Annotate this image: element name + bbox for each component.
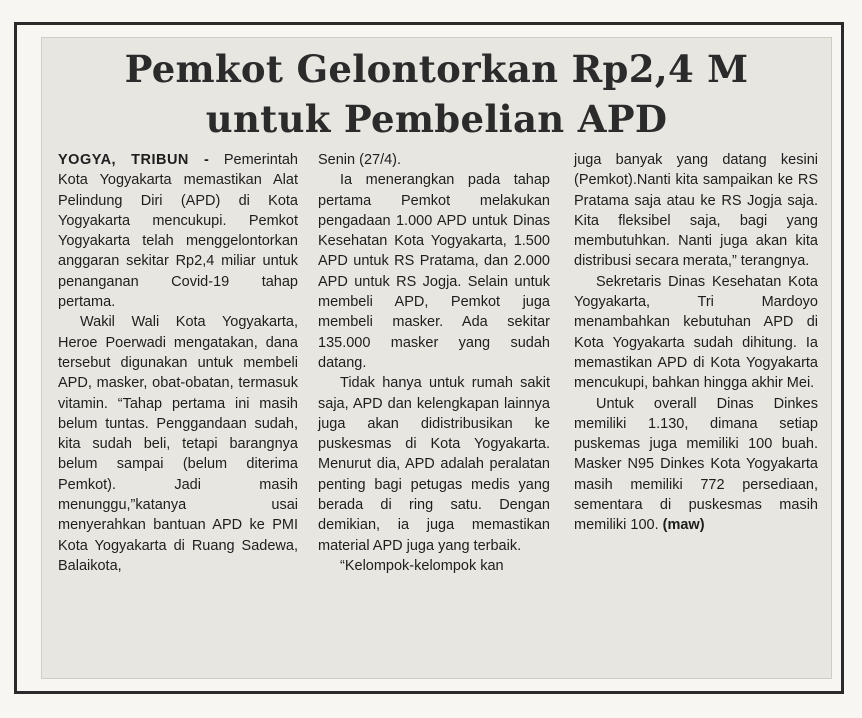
- article-column-3: [574, 150, 818, 536]
- article-paragraph: “Kelompok-kelompok kan: [340, 557, 504, 574]
- headline: [42, 44, 831, 144]
- closing-text: Untuk overall Dinas Dinkes memiliki 1.130, dimana setiap puskemas juga memiliki 100 buah. Masker N95 Dinkes Kota Yogyakarta masih memiliki 772 persediaan, sementara di puskesmas masih memiliki 100.: [574, 395, 818, 534]
- headline-line-1: Pemkot Gelontorkan Rp2,4 M: [124, 47, 749, 91]
- dateline: YOGYA, TRIBUN -: [58, 152, 210, 168]
- article-paragraph: Sekretaris Dinas Kesehatan Kota Yogyakarta, Tri Mardoyo menambahkan kebutuhan APD di Kota Yogyakarta sudah dihitung. Ia memastikan APD di Kota Yogyakarta mencukupi, bahkan hingga akhir Mei.: [574, 273, 818, 392]
- article-paragraph: Senin (27/4).: [318, 152, 402, 168]
- article-paragraph: Ia menerangkan pada tahap pertama Pemkot melakukan pengadaan 1.000 APD untuk Dinas Kesehatan Kota Yogyakarta, 1.500 APD untuk RS Pratama, dan 2.000 APD untuk RS Jogja. Selain untuk membeli APD, Pemkot juga membeli masker. Ada sekitar 135.000 masker yang sudah datang.: [318, 172, 550, 371]
- article-column-2: [318, 150, 550, 576]
- newspaper-clipping: [42, 38, 831, 678]
- article-paragraph: [58, 150, 298, 312]
- article-paragraph: [574, 394, 818, 536]
- article-paragraph: Tidak hanya untuk rumah sakit saja, APD dan kelengkapan lainnya juga akan didistribusikan ke puskesmas di Kota Yogyakarta. Menurut dia, APD adalah peralatan penting bagi petugas medis yang berada di ring satu. Dengan demikian, ia juga memastikan material APD juga yang terbaik.: [318, 375, 550, 554]
- lead-text: Pemerintah Kota Yogyakarta memastikan Alat Pelindung Diri (APD) di Kota Yogyakarta mencukupi. Pemkot Yogyakarta telah menggelontorkan anggaran sekitar Rp2,4 miliar untuk penanganan Covid-19 tahap pertama.: [58, 152, 298, 311]
- headline-line-2: untuk Pembelian APD: [205, 97, 668, 141]
- article-paragraph: Wakil Wali Kota Yogyakarta, Heroe Poerwadi mengatakan, dana tersebut digunakan untuk membeli APD, masker, obat-obatan, termasuk vitamin. “Tahap pertama ini masih belum tuntas. Penggandaan sudah, kita sudah beli, tetapi barangnya belum sampai (belum diterima Pemkot). Jadi masih menunggu,”katanya usai menyerahkan bantuan APD ke PMI Kota Yogyakarta di Ruang Sadewa, Balaikota,: [58, 314, 298, 574]
- author-signature: (maw): [662, 517, 705, 534]
- article-paragraph: juga banyak yang datang kesini (Pemkot).Nanti kita sampaikan ke RS Pratama saja atau ke RS Jogja saja. Kita fleksibel saja, bagi yang membutuhkan. Nanti juga akan kita distribusi secara merata,” terangnya.: [574, 152, 818, 270]
- article-column-1: [58, 150, 298, 576]
